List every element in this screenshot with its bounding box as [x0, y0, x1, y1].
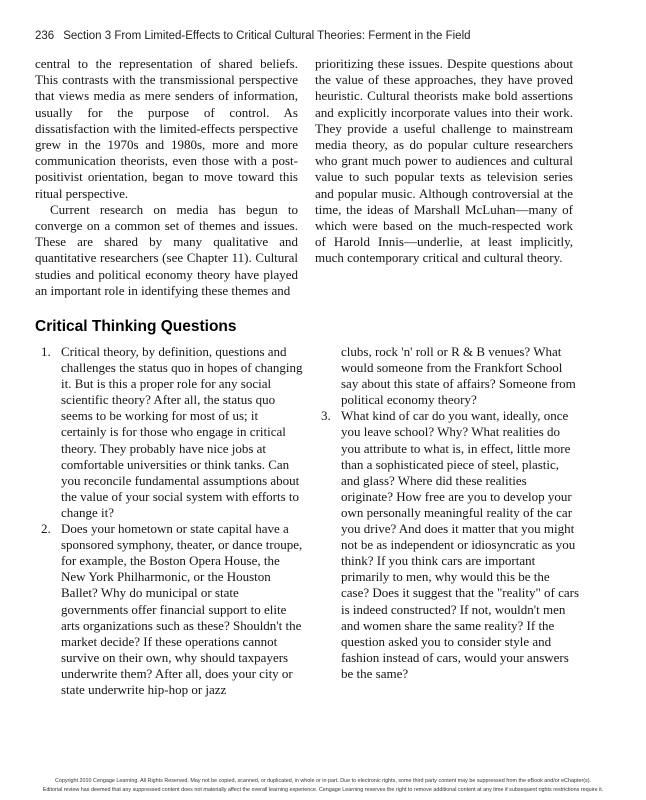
body-paragraph: Current research on media has begun to converge on a common set of themes and issues. These are shared by many qualitative and quantitative researchers (see Chapter 11). Cultural studies and political economy theory have played an important role in identifying these themes and: [35, 201, 298, 298]
question-number: 2.: [41, 521, 51, 537]
question-text: What kind of car do you want, ideally, once you leave school? Why? What realities do you attribute to what is, in effect, little more than a sophisticated piece of steel, plastic, and glass? Where did these realities originate? How free are you to develop your own personally meaningful reality of the car you drive? And does it matter that you might not be as independent or idiosyncratic as you think? If you think cars are important primarily to men, why would this be the case? Does it suggest that the "reality" of cars is indeed constructed? If not, wouldn't men and women share the same reality? If the question asked you to consider style and fashion instead of cars, would your answers be the same?: [341, 408, 580, 681]
copyright-footer: Copyright 2010 Cengage Learning. All Rights Reserved. May not be copied, scanned, or duplicated, in whole or in part. Due to electronic rights, some third party content may be suppressed from the eBook and/or eChapter(s).: [54, 778, 592, 784]
question-continuation: clubs, rock 'n' roll or R & B venues? What would someone from the Frankfort School say about this state of affairs? Someone from political economy theory?: [341, 344, 576, 408]
body-column-right: [315, 56, 573, 267]
page-number: 236: [35, 30, 55, 42]
question-text: Critical theory, by definition, questions and challenges the status quo in hopes of changing it. But is this a proper role for any social scientific theory? After all, the status quo seems to be working for most of us; it certainly is for those who engage in critical theory. They probably have nice jobs at comfortable universities or think tanks. Can you reconcile fundamental assumptions about the value of your social system with efforts to change it?: [61, 344, 303, 520]
editorial-footer: Editorial review has deemed that any suppressed content does not materially affect the overall learning experience. Cengage Learning reserves the right to remove additional content at any time if subsequent rights restrictions require it.: [42, 787, 604, 793]
questions-column-right: [315, 344, 580, 682]
questions-column-left: [35, 344, 305, 698]
running-header: [35, 30, 471, 42]
section-heading: Critical Thinking Questions: [35, 318, 237, 335]
running-title: Section 3 From Limited-Effects to Critical Cultural Theories: Ferment in the Field: [63, 30, 471, 42]
question-number: 1.: [41, 344, 51, 359]
question-item: [35, 344, 305, 521]
question-item: [35, 521, 305, 698]
body-paragraph: prioritizing these issues. Despite questions about the value of these approaches, they have proved heuristic. Cultural theorists make bold assertions and explicitly incorporate values into their work. They provide a useful challenge to mainstream media theory, as do popular culture researchers who grant much power to audiences and cultural value to such popular texts as television series and popular music. Although controversial at the time, the ideas of Marshall McLuhan—many of which were based on the much-respected work of Harold Innis—underlie, at least implicitly, much contemporary critical and cultural theory.: [315, 56, 573, 266]
body-column-left: [35, 56, 298, 299]
question-text: Does your hometown or state capital have a sponsored symphony, theater, or dance troupe, for example, the Boston Opera House, the New York Philharmonic, or the Houston Ballet? Why do municipal or state governments offer financial support to elite arts organizations such as these? Shouldn't the market decide? If these operations cannot survive on their own, why should taxpayers underwrite them? After all, does your city or state underwrite hip-hop or jazz: [61, 521, 303, 697]
question-item: [315, 408, 580, 682]
question-number: 3.: [321, 408, 331, 424]
body-paragraph: central to the representation of shared beliefs. This contrasts with the transmissional perspective that views media as mere senders of information, usually for the purpose of control. As dissatisfaction with the limited-effects perspective grew in the 1970s and 1980s, more and more communication theorists, even those with a post-positivist orientation, began to move toward this ritual perspective.: [35, 56, 298, 201]
